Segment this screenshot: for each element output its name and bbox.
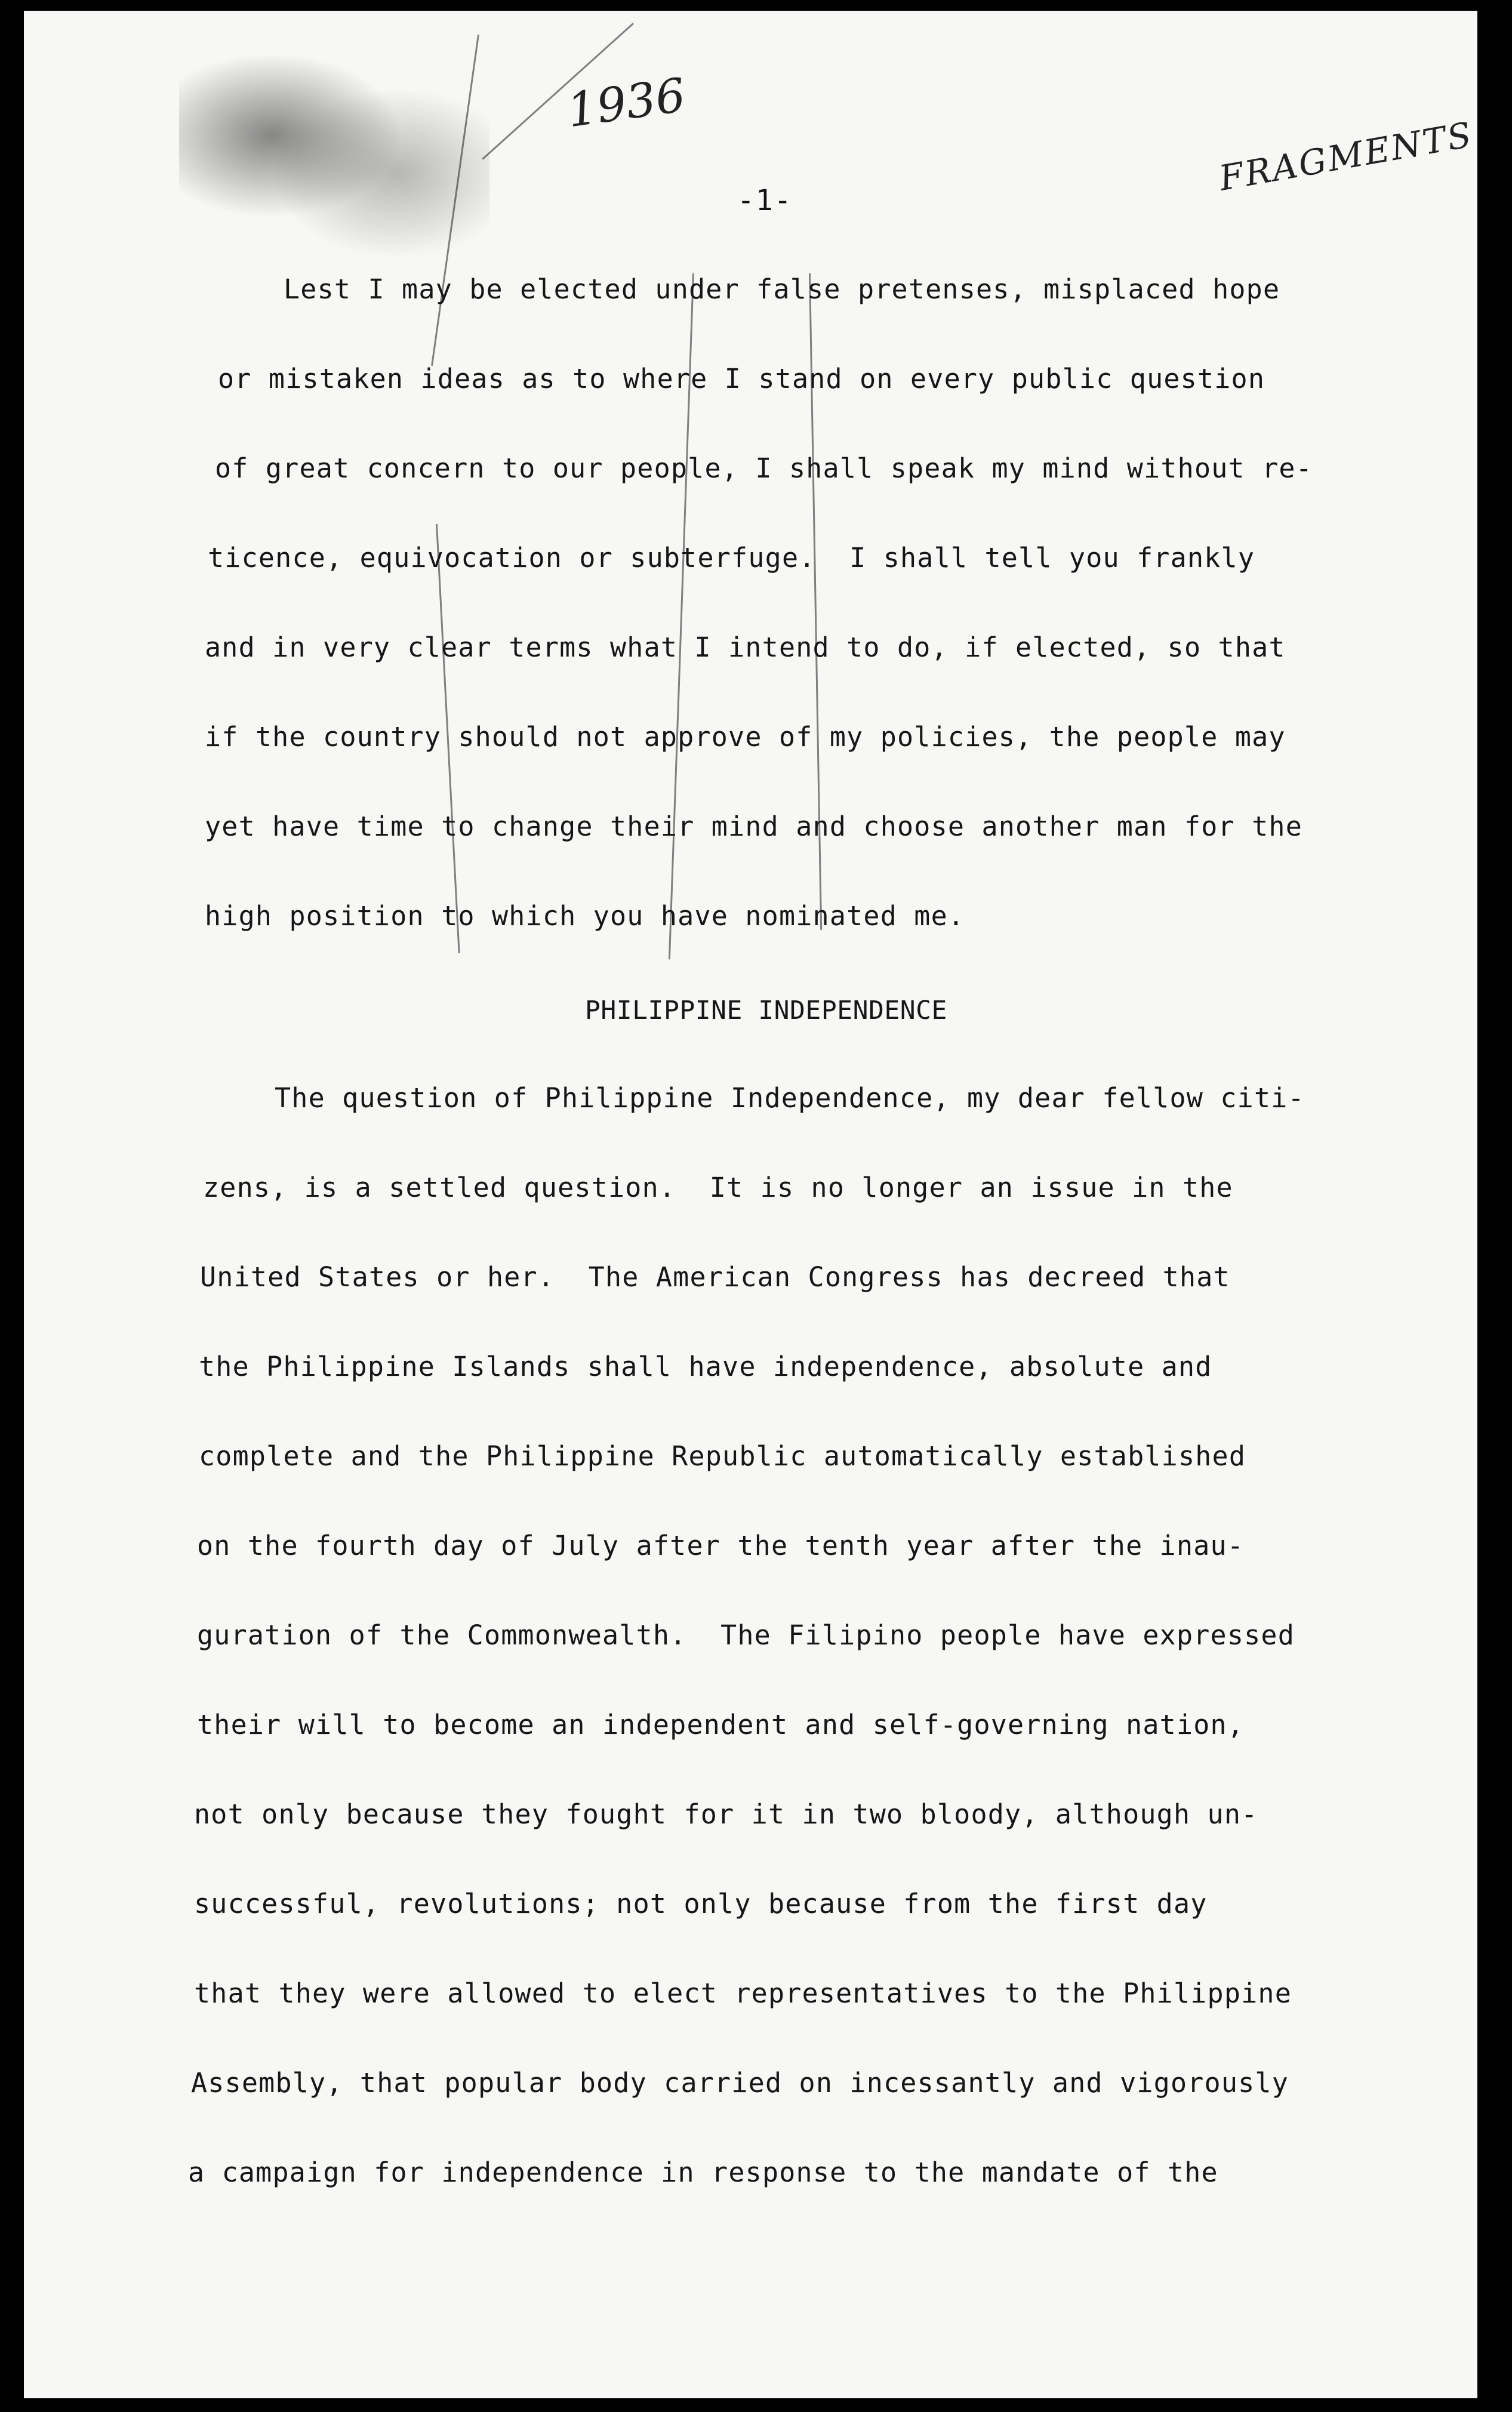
date-note: 1936	[563, 68, 689, 138]
margin-note: FRAGMENTS	[1216, 114, 1476, 199]
body-line: of great concern to our people, I shall speak my mind without re-	[215, 452, 1313, 484]
body-line: the Philippine Islands shall have independence, absolute and	[199, 1351, 1212, 1382]
body-line: Assembly, that popular body carried on incessantly and vigorously	[191, 2067, 1289, 2099]
body-line: guration of the Commonwealth. The Filipino people have expressed	[197, 1619, 1295, 1651]
body-line: United States or her. The American Congress has decreed that	[200, 1261, 1230, 1293]
body-line: or mistaken ideas as to where I stand on every public question	[218, 363, 1265, 395]
body-line: their will to become an independent and self-governing nation,	[197, 1709, 1245, 1741]
body-line: successful, revolutions; not only because from the first day	[194, 1888, 1208, 1920]
section-heading: PHILIPPINE INDEPENDENCE	[585, 996, 947, 1025]
body-line: if the country should not approve of my policies, the people may	[205, 721, 1286, 753]
body-line: and in very clear terms what I intend to do, if elected, so that	[205, 632, 1286, 663]
body-line: Lest I may be elected under false pretenses, misplaced hope	[284, 273, 1280, 305]
body-line: a campaign for independence in response to the mandate of the	[188, 2157, 1218, 2188]
body-line: ticence, equivocation or subterfuge. I shall tell you frankly	[208, 542, 1255, 574]
document-page	[24, 11, 1477, 2398]
body-line: zens, is a settled question. It is no longer an issue in the	[203, 1172, 1233, 1203]
body-line: complete and the Philippine Republic automatically established	[199, 1440, 1246, 1472]
body-line: high position to which you have nominated me.	[205, 900, 965, 932]
ink-smudge	[179, 23, 489, 273]
body-line: on the fourth day of July after the tenth year after the inau-	[197, 1530, 1245, 1561]
body-line: The question of Philippine Independence, my dear fellow citi-	[275, 1082, 1305, 1114]
body-line: yet have time to change their mind and choose another man for the	[205, 811, 1302, 842]
body-line: that they were allowed to elect representatives to the Philippine	[194, 1977, 1292, 2009]
page-number: -1-	[737, 184, 793, 217]
body-line: not only because they fought for it in two bloody, although un-	[194, 1798, 1258, 1830]
